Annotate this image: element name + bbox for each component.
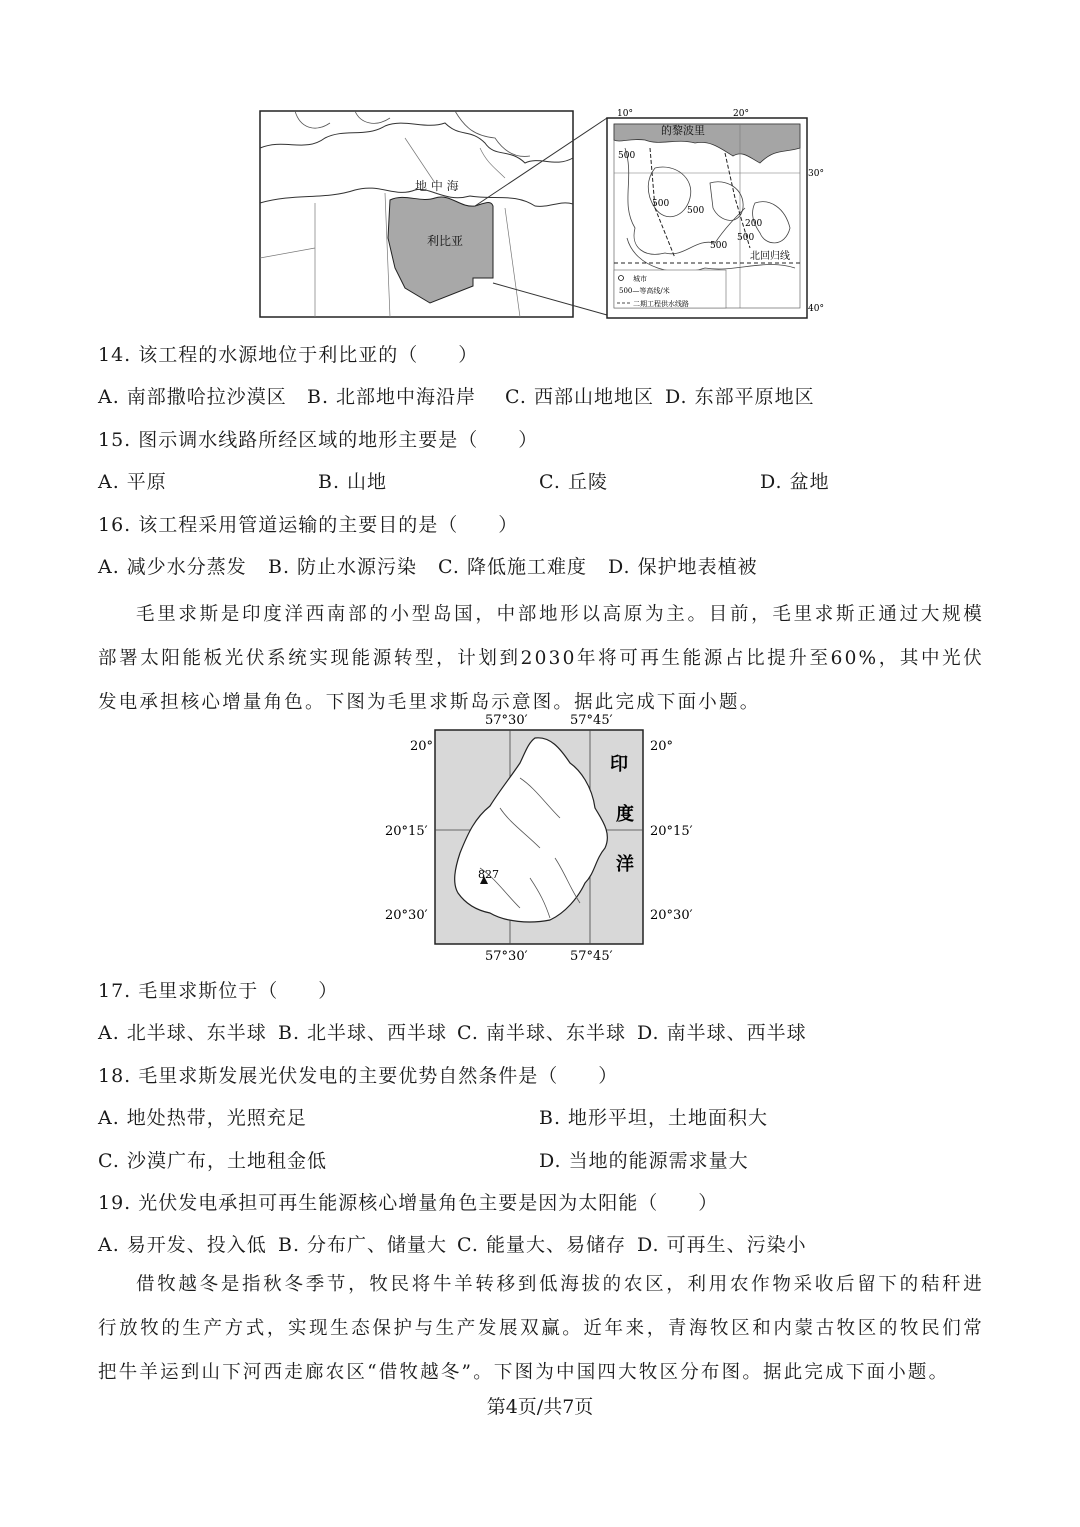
lat-label-40: 40° xyxy=(808,304,824,314)
libya-map-figure xyxy=(255,108,835,323)
question-16-option-a: A. 减少水分蒸发 xyxy=(98,556,247,578)
lat-right-2015: 20°15′ xyxy=(650,824,693,839)
contour-label-1: 500 xyxy=(618,151,636,161)
ocean-label-2: 度 xyxy=(616,804,634,825)
libya-detail-map xyxy=(607,109,824,318)
question-16-option-c: C. 降低施工难度 xyxy=(438,556,587,578)
lon-bottom-5730: 57°30′ xyxy=(485,949,528,964)
question-17-stem: 17. 毛里求斯位于（ ） xyxy=(98,980,339,1002)
question-16-stem: 16. 该工程采用管道运输的主要目的是（ ） xyxy=(98,514,519,536)
question-19-option-d: D. 可再生、污染小 xyxy=(637,1234,807,1256)
question-17-option-a: A. 北半球、东半球 xyxy=(98,1022,267,1044)
mediterranean-map xyxy=(260,111,573,317)
question-18-option-b: B. 地形平坦，土地面积大 xyxy=(539,1107,769,1129)
contour-label-5: 500 xyxy=(737,233,755,243)
question-14-option-c: C. 西部山地地区 xyxy=(505,386,654,408)
lon-top-5745: 57°45′ xyxy=(570,713,613,728)
lat-right-20: 20° xyxy=(650,739,674,754)
question-14-option-d: D. 东部平原地区 xyxy=(665,386,815,408)
lat-left-2030: 20°30′ xyxy=(385,908,428,923)
question-14-option-b: B. 北部地中海沿岸 xyxy=(307,386,477,408)
question-15-stem: 15. 图示调水线路所经区域的地形主要是（ ） xyxy=(98,429,539,451)
passage-mauritius: 毛里求斯是印度洋西南部的小型岛国，中部地形以高原为主。目前，毛里求斯正通过大规模部署太阳能板光伏系统实现能源转型，计划到2030年将可再生能源占比提升至60%，其中光伏发电承担核心增量角色。下图为毛里求斯岛示意图。据此完成下面小题。 xyxy=(98,604,984,713)
question-16-option-b: B. 防止水源污染 xyxy=(268,556,418,578)
question-16-option-d: D. 保护地表植被 xyxy=(608,556,758,578)
tropic-label: 北回归线 xyxy=(750,251,790,262)
question-15-option-d: D. 盆地 xyxy=(760,471,830,493)
lat-left-20: 20° xyxy=(410,739,434,754)
contour-label-3: 500 xyxy=(687,206,705,216)
question-18-option-d: D. 当地的能源需求量大 xyxy=(539,1150,749,1172)
sea-label: 地 中 海 xyxy=(415,179,459,193)
contour-label-4: 200 xyxy=(745,219,763,229)
question-18-stem: 18. 毛里求斯发展光伏发电的主要优势自然条件是（ ） xyxy=(98,1065,619,1087)
contour-label-6: 500 xyxy=(710,241,728,251)
question-19-option-c: C. 能量大、易储存 xyxy=(457,1234,626,1256)
legend-contour: 500—等高线/米 xyxy=(619,287,670,295)
question-15-option-a: A. 平原 xyxy=(98,471,167,493)
ocean-label-1: 印 xyxy=(610,754,628,775)
question-17-option-d: D. 南半球、西半球 xyxy=(637,1022,807,1044)
lon-top-5730: 57°30′ xyxy=(485,713,528,728)
question-17-option-b: B. 北半球、西半球 xyxy=(278,1022,448,1044)
legend-city: 城市 xyxy=(633,275,647,283)
question-14-option-a: A. 南部撒哈拉沙漠区 xyxy=(98,386,287,408)
question-17-option-c: C. 南半球、东半球 xyxy=(457,1022,626,1044)
lat-label-30: 30° xyxy=(808,169,824,179)
mauritius-map-figure xyxy=(380,708,710,970)
question-19-option-a: A. 易开发、投入低 xyxy=(98,1234,267,1256)
question-14-stem: 14. 该工程的水源地位于利比亚的（ ） xyxy=(98,344,479,366)
question-15-option-c: C. 丘陵 xyxy=(539,471,608,493)
question-18-option-a: A. 地处热带，光照充足 xyxy=(98,1107,307,1129)
passage-grazing: 借牧越冬是指秋冬季节，牧民将牛羊转移到低海拔的农区，利用农作物采收后留下的秸秆进行放牧的生产方式，实现生态保护与生产发展双赢。近年来，青海牧区和内蒙古牧区的牧民们常把牛羊运到山下河西走廊农区“借牧越冬”。下图为中国四大牧区分布图。据此完成下面小题。 xyxy=(98,1274,984,1383)
question-19-stem: 19. 光伏发电承担可再生能源核心增量角色主要是因为太阳能（ ） xyxy=(98,1192,719,1214)
question-19-option-b: B. 分布广、储量大 xyxy=(278,1234,448,1256)
legend-pipeline: 二期工程供水线路 xyxy=(633,300,689,308)
city-label-tripoli: 的黎波里 xyxy=(661,124,705,137)
lon-label-20: 20° xyxy=(733,109,749,119)
question-18-option-c: C. 沙漠广布，土地租金低 xyxy=(98,1150,327,1172)
peak-elevation-label: 827 xyxy=(478,868,499,881)
lon-bottom-5745: 57°45′ xyxy=(570,949,613,964)
ocean-label-3: 洋 xyxy=(616,854,634,875)
lat-left-2015: 20°15′ xyxy=(385,824,428,839)
page-footer: 第4页/共7页 xyxy=(486,1396,594,1418)
country-label-libya: 利比亚 xyxy=(427,234,464,248)
lat-right-2030: 20°30′ xyxy=(650,908,693,923)
lon-label-10: 10° xyxy=(617,109,633,119)
contour-label-2: 500 xyxy=(652,199,670,209)
question-15-option-b: B. 山地 xyxy=(318,471,388,493)
